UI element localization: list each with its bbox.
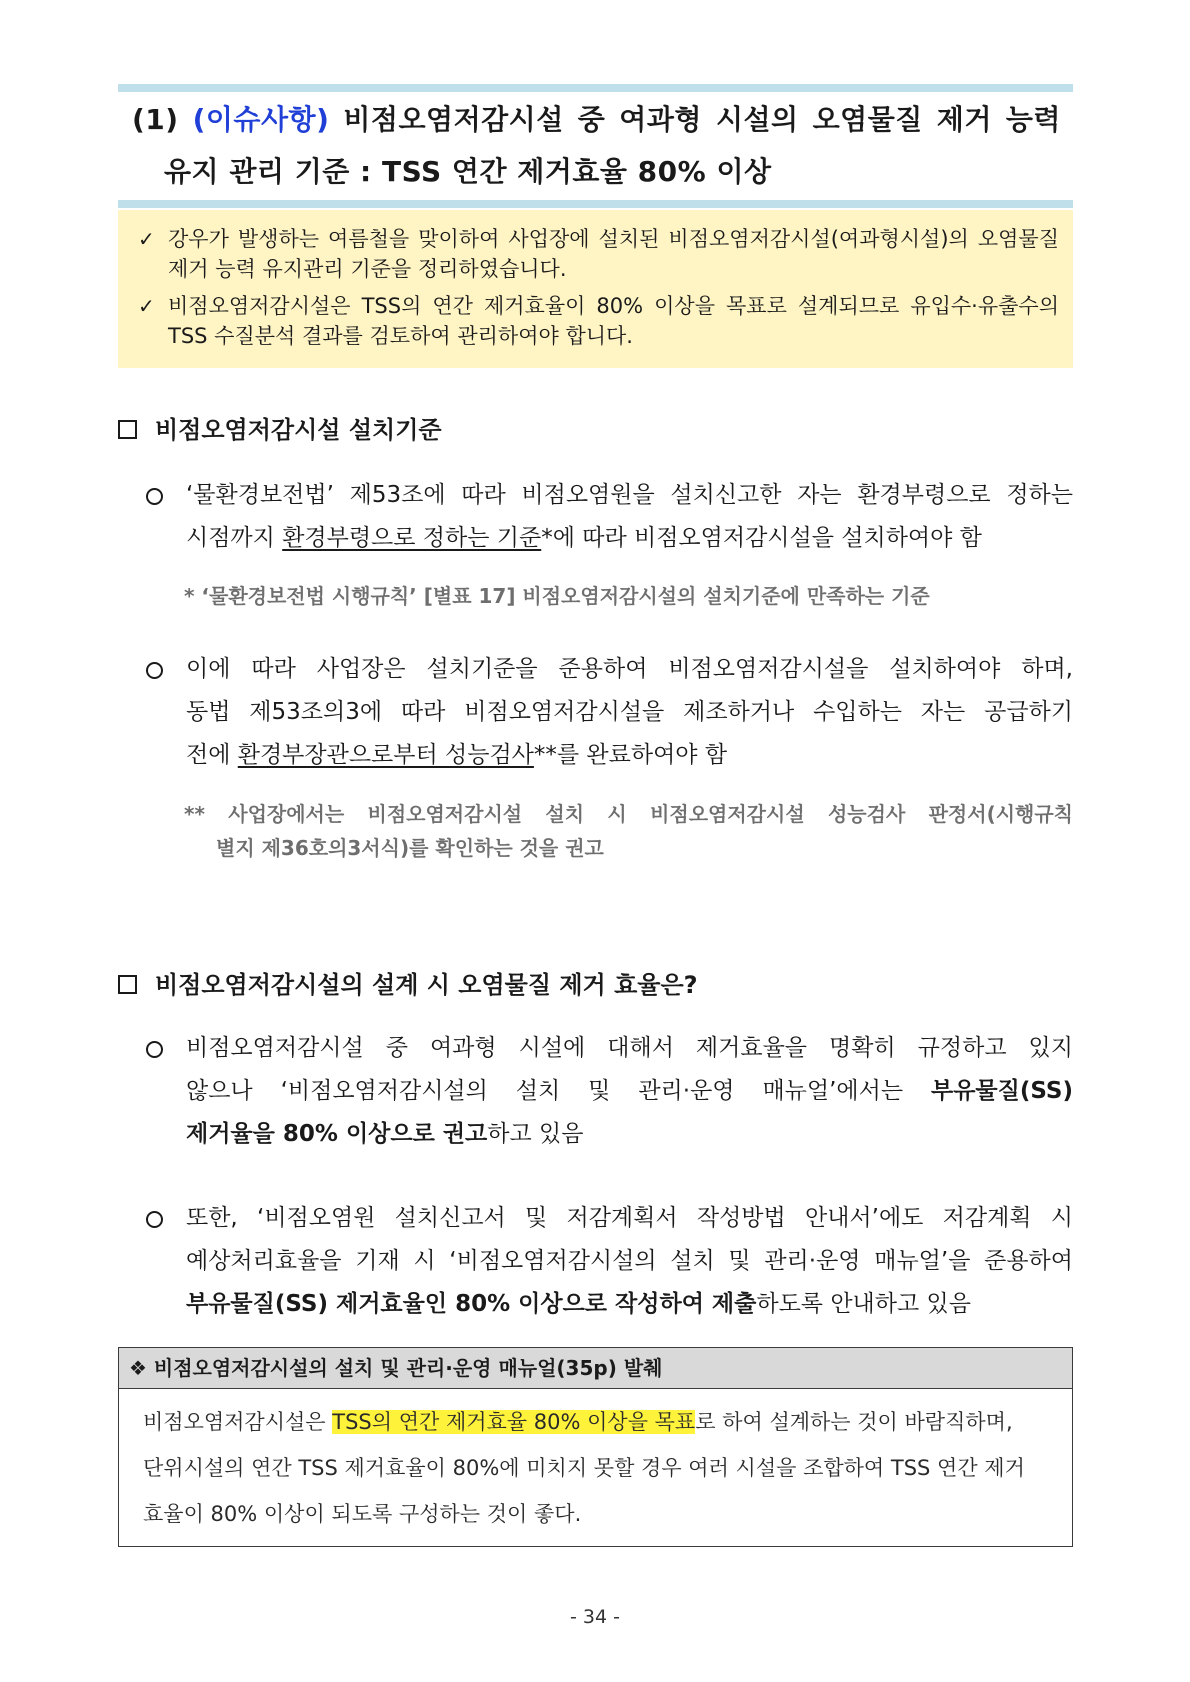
text-run: 하고 있음 <box>487 1121 584 1147</box>
circle-bullet-icon <box>146 1041 163 1058</box>
text-run: 로 하여 설계하는 것이 바람직하며, <box>695 1410 1013 1434</box>
bullet-line: 동법 제53조의3에 따라 비점오염저감시설을 제조하거나 수입하는 자는 공급하기 <box>186 699 1073 725</box>
summary-text: 강우가 발생하는 여름철을 맞이하여 사업장에 설치된 비점오염저감시설(여과형시설)의 오염물질 제거 능력 유지관리 기준을 정리하였습니다. <box>168 227 1059 281</box>
bullet-line <box>186 734 1073 777</box>
checkbox-square-icon <box>118 975 137 994</box>
page-title <box>118 92 1073 200</box>
title-top-rule <box>118 84 1073 92</box>
section-heading-text: 비점오염저감시설의 설계 시 오염물질 제거 효율은? <box>155 971 698 999</box>
title-text-1: 비점오염저감시설 중 여과형 시설의 오염물질 제거 능력 <box>343 103 1061 136</box>
summary-text: 비점오염저감시설은 TSS의 연간 제거효율이 80% 이상을 목표로 설계되므로 유입수·유출수의 TSS 수질분석 결과를 검토하여 관리하여야 합니다. <box>168 294 1059 348</box>
circle-bullet-icon <box>146 1211 163 1228</box>
title-line-2: 유지 관리 기준 : TSS 연간 제거효율 80% 이상 <box>164 155 772 188</box>
summary-item <box>132 291 1059 351</box>
footnote-2 <box>184 797 1073 865</box>
text-run: 전에 <box>186 742 238 768</box>
check-icon: ✓ <box>138 227 155 251</box>
section-heading-design-efficiency <box>118 970 698 1000</box>
bullet-text <box>186 1027 1073 1156</box>
title-number: (1) <box>132 103 179 136</box>
excerpt-line: 단위시설의 연간 TSS 제거효율이 80%에 미치지 못할 경우 여러 시설을 조합하여 TSS 연간 제거 <box>143 1456 1025 1480</box>
bold-text: 부유물질(SS) <box>931 1078 1073 1104</box>
bullet-line: 예상처리효율을 기재 시 ‘비점오염저감시설의 설치 및 관리·운영 매뉴얼’을 준용하여 <box>186 1248 1073 1274</box>
title-block <box>118 84 1073 208</box>
title-bottom-rule <box>118 200 1073 208</box>
bullet-line <box>186 517 1073 560</box>
bullet-item <box>146 474 1073 560</box>
text-run: **를 완료하여야 함 <box>533 742 728 768</box>
circle-bullet-icon <box>146 662 163 679</box>
section-heading-text: 비점오염저감시설 설치기준 <box>155 416 442 444</box>
bullet-text <box>186 1197 1073 1326</box>
bullet-line <box>186 1113 1073 1156</box>
summary-item <box>132 224 1059 284</box>
bullet-text <box>186 474 1073 560</box>
excerpt-line: 효율이 80% 이상이 되도록 구성하는 것이 좋다. <box>143 1502 582 1526</box>
underlined-text: 환경부령으로 정하는 기준 <box>282 525 542 551</box>
footnote-line: ** 사업장에서는 비점오염저감시설 설치 시 비점오염저감시설 성능검사 판정서(시행규칙 <box>184 802 1073 826</box>
text-run: 않으나 ‘비점오염저감시설의 설치 및 관리·운영 매뉴얼’에서는 <box>186 1078 931 1104</box>
bullet-line: ‘물환경보전법’ 제53조에 따라 비점오염원을 설치신고한 자는 환경부령으로 정하는 <box>186 482 1073 508</box>
excerpt-line <box>143 1399 1060 1445</box>
excerpt-body <box>119 1389 1072 1537</box>
manual-excerpt-box <box>118 1347 1073 1547</box>
bullet-item <box>146 1197 1073 1326</box>
excerpt-heading: ❖ 비점오염저감시설의 설치 및 관리·운영 매뉴얼(35p) 발췌 <box>119 1348 1072 1389</box>
bullet-item <box>146 1027 1073 1156</box>
text-run: 하도록 안내하고 있음 <box>756 1291 971 1317</box>
circle-bullet-icon <box>146 488 163 505</box>
checkbox-square-icon <box>118 420 137 439</box>
underlined-text: 환경부장관으로부터 성능검사 <box>237 742 534 768</box>
bullet-text <box>186 648 1073 777</box>
footnote-1: * ‘물환경보전법 시행규칙’ [별표 17] 비점오염저감시설의 설치기준에 만족하는 기준 <box>184 584 930 608</box>
bullet-line <box>186 1070 1073 1113</box>
bold-text: 부유물질(SS) 제거효율인 80% 이상으로 작성하여 제출 <box>186 1291 757 1317</box>
highlighted-text: TSS의 연간 제거효율 80% 이상을 목표 <box>332 1410 696 1434</box>
page-number: - 34 - <box>570 1606 620 1628</box>
title-issue-tag: (이슈사항) <box>192 103 330 136</box>
bullet-line: 또한, ‘비점오염원 설치신고서 및 저감계획서 작성방법 안내서’에도 저감계획 시 <box>186 1205 1073 1231</box>
text-run: 시점까지 <box>186 525 283 551</box>
bullet-line <box>186 1283 1073 1326</box>
bullet-item <box>146 648 1073 777</box>
text-run: *에 따라 비점오염저감시설을 설치하여야 함 <box>541 525 982 551</box>
check-icon: ✓ <box>138 294 155 318</box>
bold-text: 제거율을 80% 이상으로 권고 <box>186 1121 488 1147</box>
bullet-line: 비점오염저감시설 중 여과형 시설에 대해서 제거효율을 명확히 규정하고 있지 <box>186 1035 1073 1061</box>
text-run: 비점오염저감시설은 <box>143 1410 333 1434</box>
bullet-line: 이에 따라 사업장은 설치기준을 준용하여 비점오염저감시설을 설치하여야 하며, <box>186 656 1073 682</box>
summary-box <box>118 210 1073 368</box>
title-line-1 <box>132 94 1061 146</box>
footnote-line: 별지 제36호의3서식)를 확인하는 것을 권고 <box>216 836 604 860</box>
section-heading-install-criteria <box>118 415 442 445</box>
